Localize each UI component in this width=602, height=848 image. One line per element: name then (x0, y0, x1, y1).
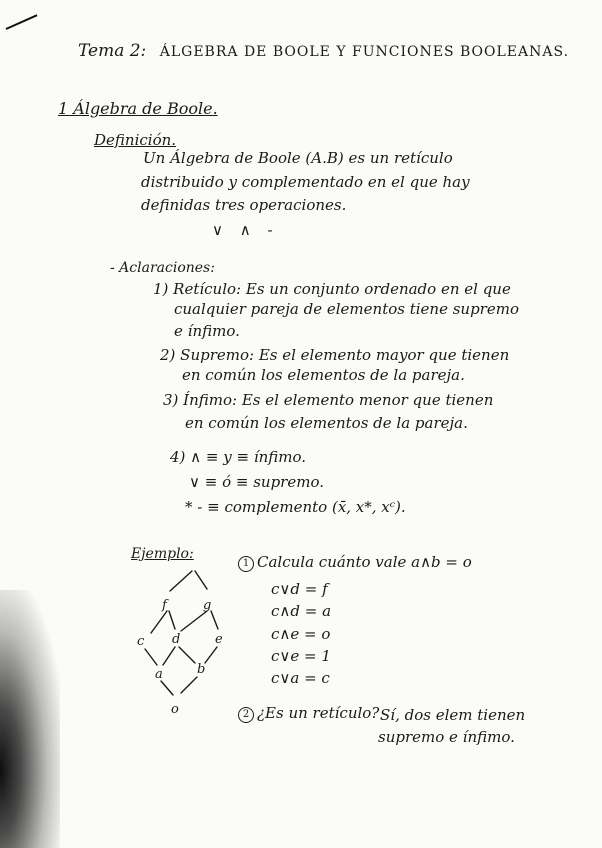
result-4: c∨e = 1 (271, 647, 331, 665)
question-2-text: ¿Es un retículo? (257, 704, 380, 722)
question-number-1: 1 (238, 556, 254, 572)
definicion-line-2: distribuido y complementado en el que hay (141, 173, 470, 191)
question-2 (238, 704, 379, 723)
lattice-diagram (135, 565, 245, 715)
result-5: c∨a = c (271, 669, 330, 687)
lattice-node-a: a (155, 667, 163, 682)
definicion-label: Definición. (94, 131, 177, 149)
page-title (78, 42, 569, 61)
aclaraciones-label: - Aclaraciones: (110, 260, 215, 276)
question-1 (238, 553, 472, 572)
aclaracion-1b: cualquier pareja de elementos tiene supremo (174, 300, 519, 318)
lattice-node-o: o (171, 702, 179, 715)
result-1: c∨d = f (271, 580, 328, 598)
result-2: c∧d = a (271, 602, 332, 620)
lattice-node-f: f (162, 598, 167, 613)
lattice-node-c: c (137, 634, 145, 649)
answer-line-2: supremo e ínfimo. (378, 728, 515, 746)
result-3: c∧e = o (271, 625, 331, 643)
operations: ∨ ∧ - (212, 221, 279, 239)
ejemplo-label: Ejemplo: (131, 546, 194, 562)
aclaracion-2b: en común los elementos de la pareja. (182, 366, 465, 384)
aclaracion-4c: * - ≡ complemento (x̄, x*, xᶜ). (185, 498, 406, 516)
answer-line-1: Sí, dos elem tienen (380, 706, 526, 724)
lattice-node-g: g (203, 598, 212, 613)
section-heading: 1 Álgebra de Boole. (58, 99, 218, 118)
title-text: ÁLGEBRA DE BOOLE Y FUNCIONES BOOLEANAS. (159, 44, 570, 60)
aclaracion-3: 3) Ínfimo: Es el elemento menor que tienen (163, 391, 494, 409)
aclaracion-4: 4) ∧ ≡ y ≡ ínfimo. (170, 448, 307, 466)
pen-mark (6, 14, 38, 30)
aclaracion-4b: ∨ ≡ ó ≡ supremo. (189, 473, 324, 491)
question-number-2: 2 (238, 707, 254, 723)
aclaracion-1: 1) Retículo: Es un conjunto ordenado en el que (153, 280, 511, 298)
scan-shadow (0, 590, 60, 848)
definicion-line-3: definidas tres operaciones. (141, 196, 347, 214)
aclaracion-3b: en común los elementos de la pareja. (185, 414, 468, 432)
lattice-node-d: d (172, 632, 181, 647)
definicion-line-1: Un Álgebra de Boole (A.B) es un retículo (143, 149, 453, 167)
aclaracion-2: 2) Supremo: Es el elemento mayor que tienen (160, 346, 510, 364)
aclaracion-1c: e ínfimo. (174, 322, 240, 340)
lattice-node-e: e (215, 632, 223, 647)
lattice-node-b: b (197, 662, 206, 677)
tema-label: Tema 2: (78, 41, 147, 61)
question-1-text: Calcula cuánto vale a∧b = o (257, 553, 472, 571)
